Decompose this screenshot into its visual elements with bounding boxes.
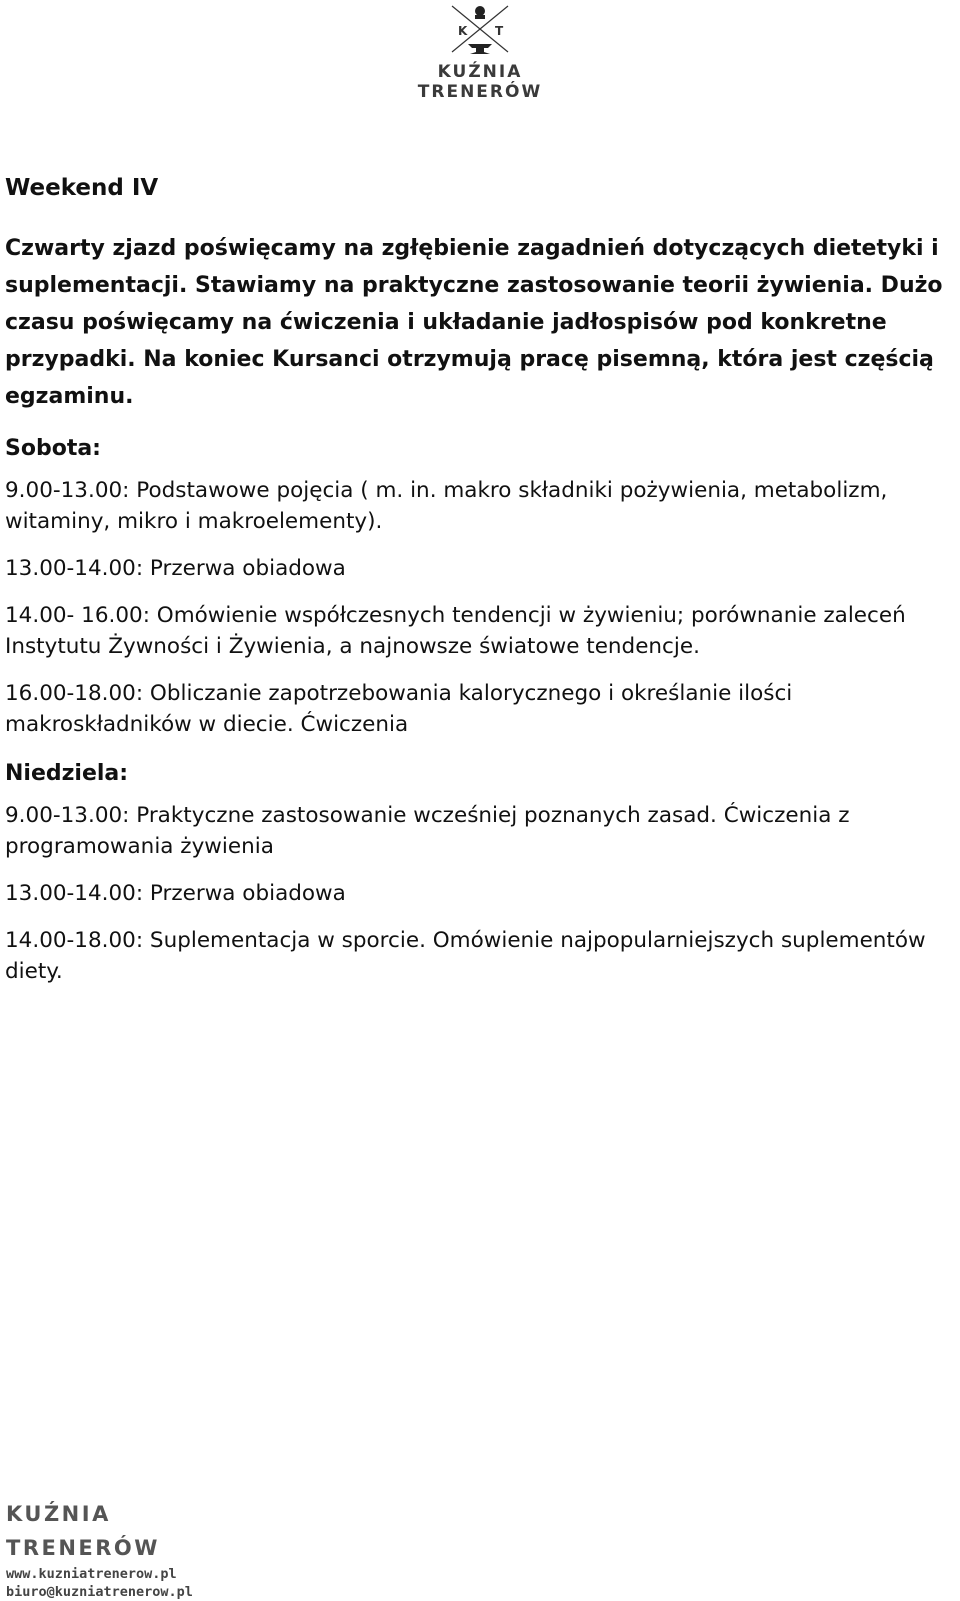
footer-website: www.kuzniatrenerow.pl: [6, 1566, 177, 1582]
day-heading: Sobota:: [5, 436, 101, 461]
schedule-entry: 13.00-14.00: Przerwa obiadowa: [5, 556, 346, 581]
logo-initial-t: T: [495, 24, 504, 38]
schedule-entry: 13.00-14.00: Przerwa obiadowa: [5, 881, 346, 906]
schedule-entry: 9.00-13.00: Praktyczne zastosowanie wcześniej poznanych zasad. Ćwiczenia z programowania żywienia: [5, 803, 850, 859]
logo-text: KUŹNIA TRENERÓW: [417, 62, 543, 102]
footer-brand: KUŹNIA TRENERÓW: [6, 1502, 160, 1560]
footer-email: biuro@kuzniatrenerow.pl: [6, 1584, 193, 1600]
document-body: [5, 170, 950, 1003]
schedule-entry: 14.00- 16.00: Omówienie współczesnych tendencji w żywieniu; porównanie zaleceń Instytutu Żywności i Żywienia, a najnowsze światowe tendencje.: [5, 603, 906, 659]
document-title: Weekend IV: [5, 175, 159, 201]
schedule-entry: 9.00-13.00: Podstawowe pojęcia ( m. in. makro składniki pożywienia, metabolizm, witaminy, mikro i makroelementy).: [5, 478, 888, 534]
day-section-saturday: [5, 431, 950, 740]
intro-paragraph: Czwarty zjazd poświęcamy na zgłębienie zagadnień dotyczących dietetyki i suplementacji. Stawiamy na praktyczne zastosowanie teorii żywienia. Dużo czasu poświęcamy na ćwiczenia i układanie jadłospisów pod konkretne przypadki. Na koniec Kursanci otrzymują pracę pisemną, która jest częścią egzaminu.: [5, 236, 943, 409]
schedule-entry: 14.00-18.00: Suplementacja w sporcie. Omówienie najpopularniejszych suplementów diety.: [5, 928, 926, 984]
day-heading: Niedziela:: [5, 761, 129, 786]
schedule-entry: 16.00-18.00: Obliczanie zapotrzebowania kalorycznego i określanie ilości makroskładników w diecie. Ćwiczenia: [5, 681, 793, 737]
logo-emblem-icon: [380, 0, 580, 62]
logo-initial-k: K: [458, 24, 468, 38]
footer: [6, 1497, 266, 1601]
header-logo: [380, 0, 580, 102]
day-section-sunday: [5, 756, 950, 987]
